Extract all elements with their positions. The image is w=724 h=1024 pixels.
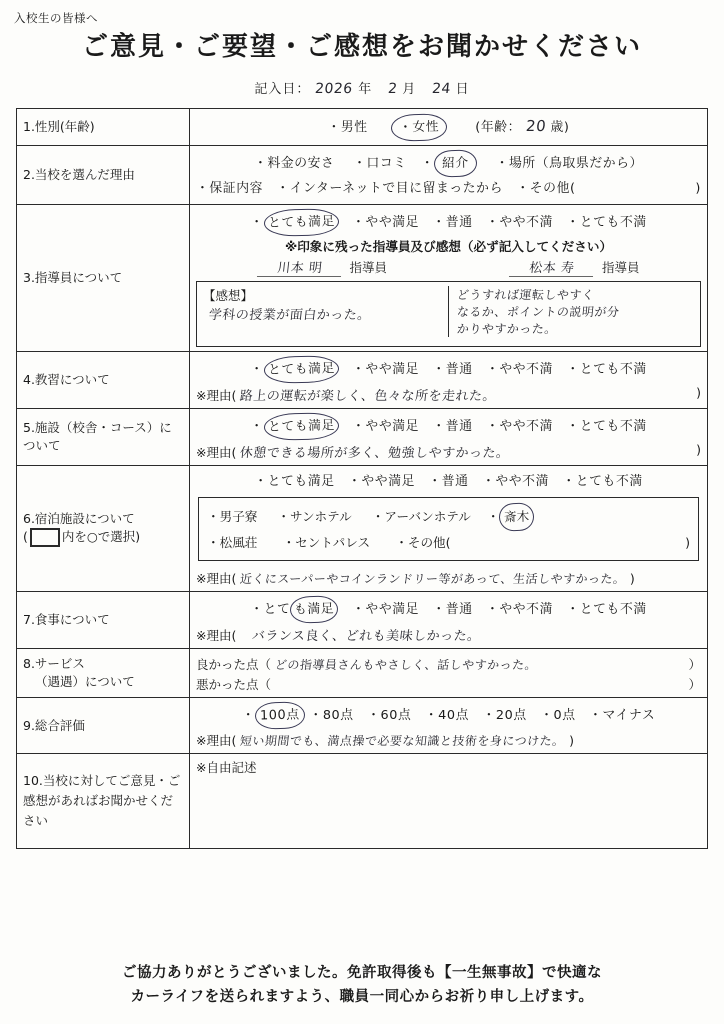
q3-instructor1-suffix: 指導員 — [349, 260, 387, 276]
q6-facility-line2-close: ) — [685, 535, 690, 551]
q5-reason-label: ※理由( — [196, 445, 237, 461]
month-unit: 月 — [402, 82, 417, 97]
q6-facility-box[interactable] — [198, 497, 699, 561]
day-unit: 日 — [455, 82, 470, 97]
q2-option-place[interactable]: ・場所（鳥取県だから） — [495, 156, 643, 172]
q9-options-rest[interactable]: ・80点 ・60点 ・40点 ・20点 ・0点 ・マイナス — [309, 708, 656, 724]
q3-impression-2-line3[interactable]: かりやすかった。 — [456, 322, 558, 337]
q2-options-line2-close: ) — [695, 181, 701, 197]
q1-age-label: (年齢： — [475, 120, 522, 135]
q3-instructor2-suffix: 指導員 — [601, 260, 640, 276]
questionnaire-table — [16, 108, 708, 849]
q9-answer-cell[interactable] — [190, 698, 708, 754]
q6-scale[interactable]: ・とても満足 ・やや満足 ・普通 ・やや不満 ・とても不満 — [254, 474, 643, 490]
q8-good-close: ） — [688, 657, 701, 673]
q3-instructor2 — [510, 257, 640, 277]
q3-impression-columns — [203, 286, 694, 337]
q3-instructor1 — [258, 257, 388, 277]
q3-instructor-row — [196, 257, 701, 277]
q10-free-label: ※自由記述 — [196, 760, 257, 776]
q2-options-line2 — [196, 177, 701, 200]
q10-label: 10.当校に対してご意見・ご感想があればお聞かせください — [17, 754, 190, 849]
q3-impression-left — [203, 286, 440, 337]
table-row-q4 — [17, 352, 708, 409]
q6-option-sunhotel[interactable]: ・サンホテル — [277, 509, 352, 525]
table-row-q10 — [17, 754, 708, 849]
q4-scale[interactable]: ・ とても満足 ・やや満足 ・普通 ・やや不満 ・とても不満 — [196, 356, 701, 383]
q9-reason-value[interactable]: 短い期間でも、満点操で必要な知識と技術を身につけた。 — [239, 734, 566, 749]
q8-answer-cell[interactable] — [190, 649, 708, 698]
page-title: ご意見・ご要望・ご感想をお聞かせください — [81, 32, 642, 62]
q7-scale[interactable]: ・とて も満足 ・やや満足 ・普通 ・やや不満 ・とても不満 — [196, 596, 701, 623]
q9-reason[interactable] — [196, 731, 701, 749]
q10-free-area[interactable] — [196, 758, 701, 844]
year-unit: 年 — [358, 82, 373, 97]
q3-impression-label: 【感想】 — [203, 288, 254, 304]
q3-instructor1-name[interactable]: 川本 明 — [256, 257, 342, 277]
q2-answer-cell[interactable] — [190, 146, 708, 205]
top-note: 入校生の皆様へ — [14, 11, 98, 25]
q3-note: ※印象に残った指導員及び感想（必ず記入してください） — [284, 239, 613, 255]
q1-age-value[interactable]: 20 — [524, 117, 547, 135]
q3-scale[interactable]: ・ とても満足 ・やや満足 ・普通 ・やや不満 ・とても不満 — [196, 209, 701, 236]
q8-good-value[interactable]: どの指導員さんもやさしく、話しやすかった。 — [274, 658, 538, 673]
date-label: 記入日： — [254, 82, 311, 97]
q3-label: 3.指導員について — [17, 205, 190, 352]
q2-options-line1: ・料金の安さ ・口コミ ・ 紹介 ・場所（鳥取県だから） — [196, 150, 701, 177]
q5-reason-value[interactable]: 休憩できる場所が多く、勉強しやすかった。 — [239, 446, 511, 462]
q7-answer-cell[interactable] — [190, 592, 708, 649]
q6-facility-line2-text[interactable]: ・松風荘 ・セントパレス ・その他( — [207, 535, 451, 551]
q7-reason-label: ※理由( — [196, 628, 237, 644]
q6-option-saiki[interactable]: 斎木 — [499, 503, 535, 532]
q3-instructor2-name[interactable]: 松本 寿 — [509, 257, 595, 277]
table-row-q7 — [17, 592, 708, 649]
q8-bad-label: 悪かった点（ — [196, 677, 272, 693]
q6-reason[interactable] — [196, 569, 701, 587]
q6-label — [17, 466, 190, 592]
q8-label-line1: 8.サービス — [23, 655, 85, 671]
q2-label: 2.当校を選んだ理由 — [17, 146, 190, 205]
date-year-value: 2026 — [314, 81, 354, 97]
q6-reason-value[interactable]: 近くにスーパーやコインランドリー等があって、生活しやすかった。 — [239, 572, 627, 587]
q1-option-male[interactable]: ・男性 — [327, 120, 368, 135]
q3-impression-2-line2[interactable]: なるか、ポイントの説明が分 — [456, 305, 621, 320]
q8-bad-close: ） — [688, 677, 701, 693]
q1-age-unit: 歳) — [550, 120, 570, 135]
q9-reason-label: ※理由( — [196, 733, 237, 749]
q8-label — [17, 649, 190, 698]
table-row-q8 — [17, 649, 708, 698]
q6-reason-label: ※理由( — [196, 571, 237, 587]
q6-answer-cell[interactable] — [190, 466, 708, 592]
footer-line-2: カーライフを送られますよう、職員一同心からお祈り申し上げます。 — [130, 989, 594, 1006]
q6-label-paren: ( — [23, 529, 28, 545]
q1-answer-cell[interactable] — [190, 109, 708, 146]
table-row-q2 — [17, 146, 708, 205]
q6-label-line3: 内を○で選択) — [61, 529, 141, 545]
date-line — [0, 78, 724, 97]
q6-option-dorm[interactable]: ・男子寮 — [207, 509, 258, 525]
q10-answer-cell[interactable] — [190, 754, 708, 849]
q4-reason-close: ) — [696, 385, 701, 401]
q9-options: ・ 100点 ・80点 ・60点 ・40点 ・20点 ・0点 ・マイナス — [196, 702, 701, 729]
table-row-q3 — [17, 205, 708, 352]
q6-option-urbanhotel[interactable]: ・アーバンホテル — [371, 509, 471, 525]
q2-option-price[interactable]: ・料金の安さ — [254, 156, 335, 172]
q4-reason-label: ※理由( — [196, 388, 237, 404]
q7-reason[interactable] — [196, 625, 701, 644]
q2-options-line2-text[interactable]: ・保証内容 ・インターネットで目に留まったから ・その他( — [196, 181, 576, 197]
table-row-q6 — [17, 466, 708, 592]
q4-reason[interactable] — [196, 385, 701, 404]
q5-answer-cell[interactable] — [190, 409, 708, 466]
q8-label-line2: （遇遇）について — [35, 674, 135, 690]
table-row-q1 — [17, 109, 708, 146]
q6-facility-line1: ・男子寮 ・サンホテル ・アーバンホテル ・ 斎木 — [207, 503, 690, 531]
q9-reason-close: ) — [569, 733, 574, 749]
table-row-q5 — [17, 409, 708, 466]
footer — [0, 961, 724, 1010]
q7-reason-value[interactable]: バランス良く、どれも美味しかった。 — [251, 629, 482, 645]
q8-good-label: 良かった点（ — [196, 657, 272, 673]
date-month-value: 2 — [386, 81, 398, 97]
q1-options — [196, 113, 701, 141]
q4-answer-cell[interactable] — [190, 352, 708, 409]
footer-line-1: ご協力ありがとうございました。免許取得後も【一生無事故】で快適な — [122, 964, 602, 981]
q6-reason-close: ) — [629, 571, 635, 587]
q6-label-line1: 6.宿泊施設について — [23, 511, 135, 527]
q5-reason-close: ) — [696, 442, 701, 458]
q3-answer-cell[interactable] — [190, 205, 708, 352]
select-box-icon — [30, 528, 60, 547]
q2-option-wordofmouth[interactable]: ・口コミ — [353, 156, 407, 172]
q8-good[interactable] — [196, 655, 701, 673]
q3-impression-box[interactable] — [196, 281, 701, 347]
q8-bad[interactable] — [196, 675, 701, 693]
q2-option-introduction[interactable]: 紹介 — [434, 149, 477, 177]
q5-scale[interactable]: ・ とても満足 ・やや満足 ・普通 ・やや不満 ・とても不満 — [196, 413, 701, 440]
q6-facility-line2 — [207, 531, 690, 555]
q9-option-100[interactable]: 100点 — [255, 701, 305, 729]
q6-label-line2 — [23, 528, 183, 547]
q5-label: 5.施設（校舎・コース）について — [17, 409, 190, 466]
q5-reason[interactable] — [196, 442, 701, 461]
q4-reason-value[interactable]: 路上の運転が楽しく、色々な所を走れた。 — [239, 389, 498, 405]
q3-impression-right — [448, 286, 694, 337]
q7-label: 7.食事について — [17, 592, 190, 649]
table-row-q9 — [17, 698, 708, 754]
q1-option-female[interactable]: ・女性 — [391, 113, 448, 141]
date-day-value: 24 — [430, 81, 452, 97]
q3-impression-1[interactable]: 学科の授業が面白かった。 — [208, 308, 372, 324]
q3-impression-2-line1[interactable]: どうすれば運転しやすく — [456, 288, 596, 303]
q9-label: 9.総合評価 — [17, 698, 190, 754]
q1-label: 1.性別(年齢) — [17, 109, 190, 146]
q4-label: 4.教習について — [17, 352, 190, 409]
